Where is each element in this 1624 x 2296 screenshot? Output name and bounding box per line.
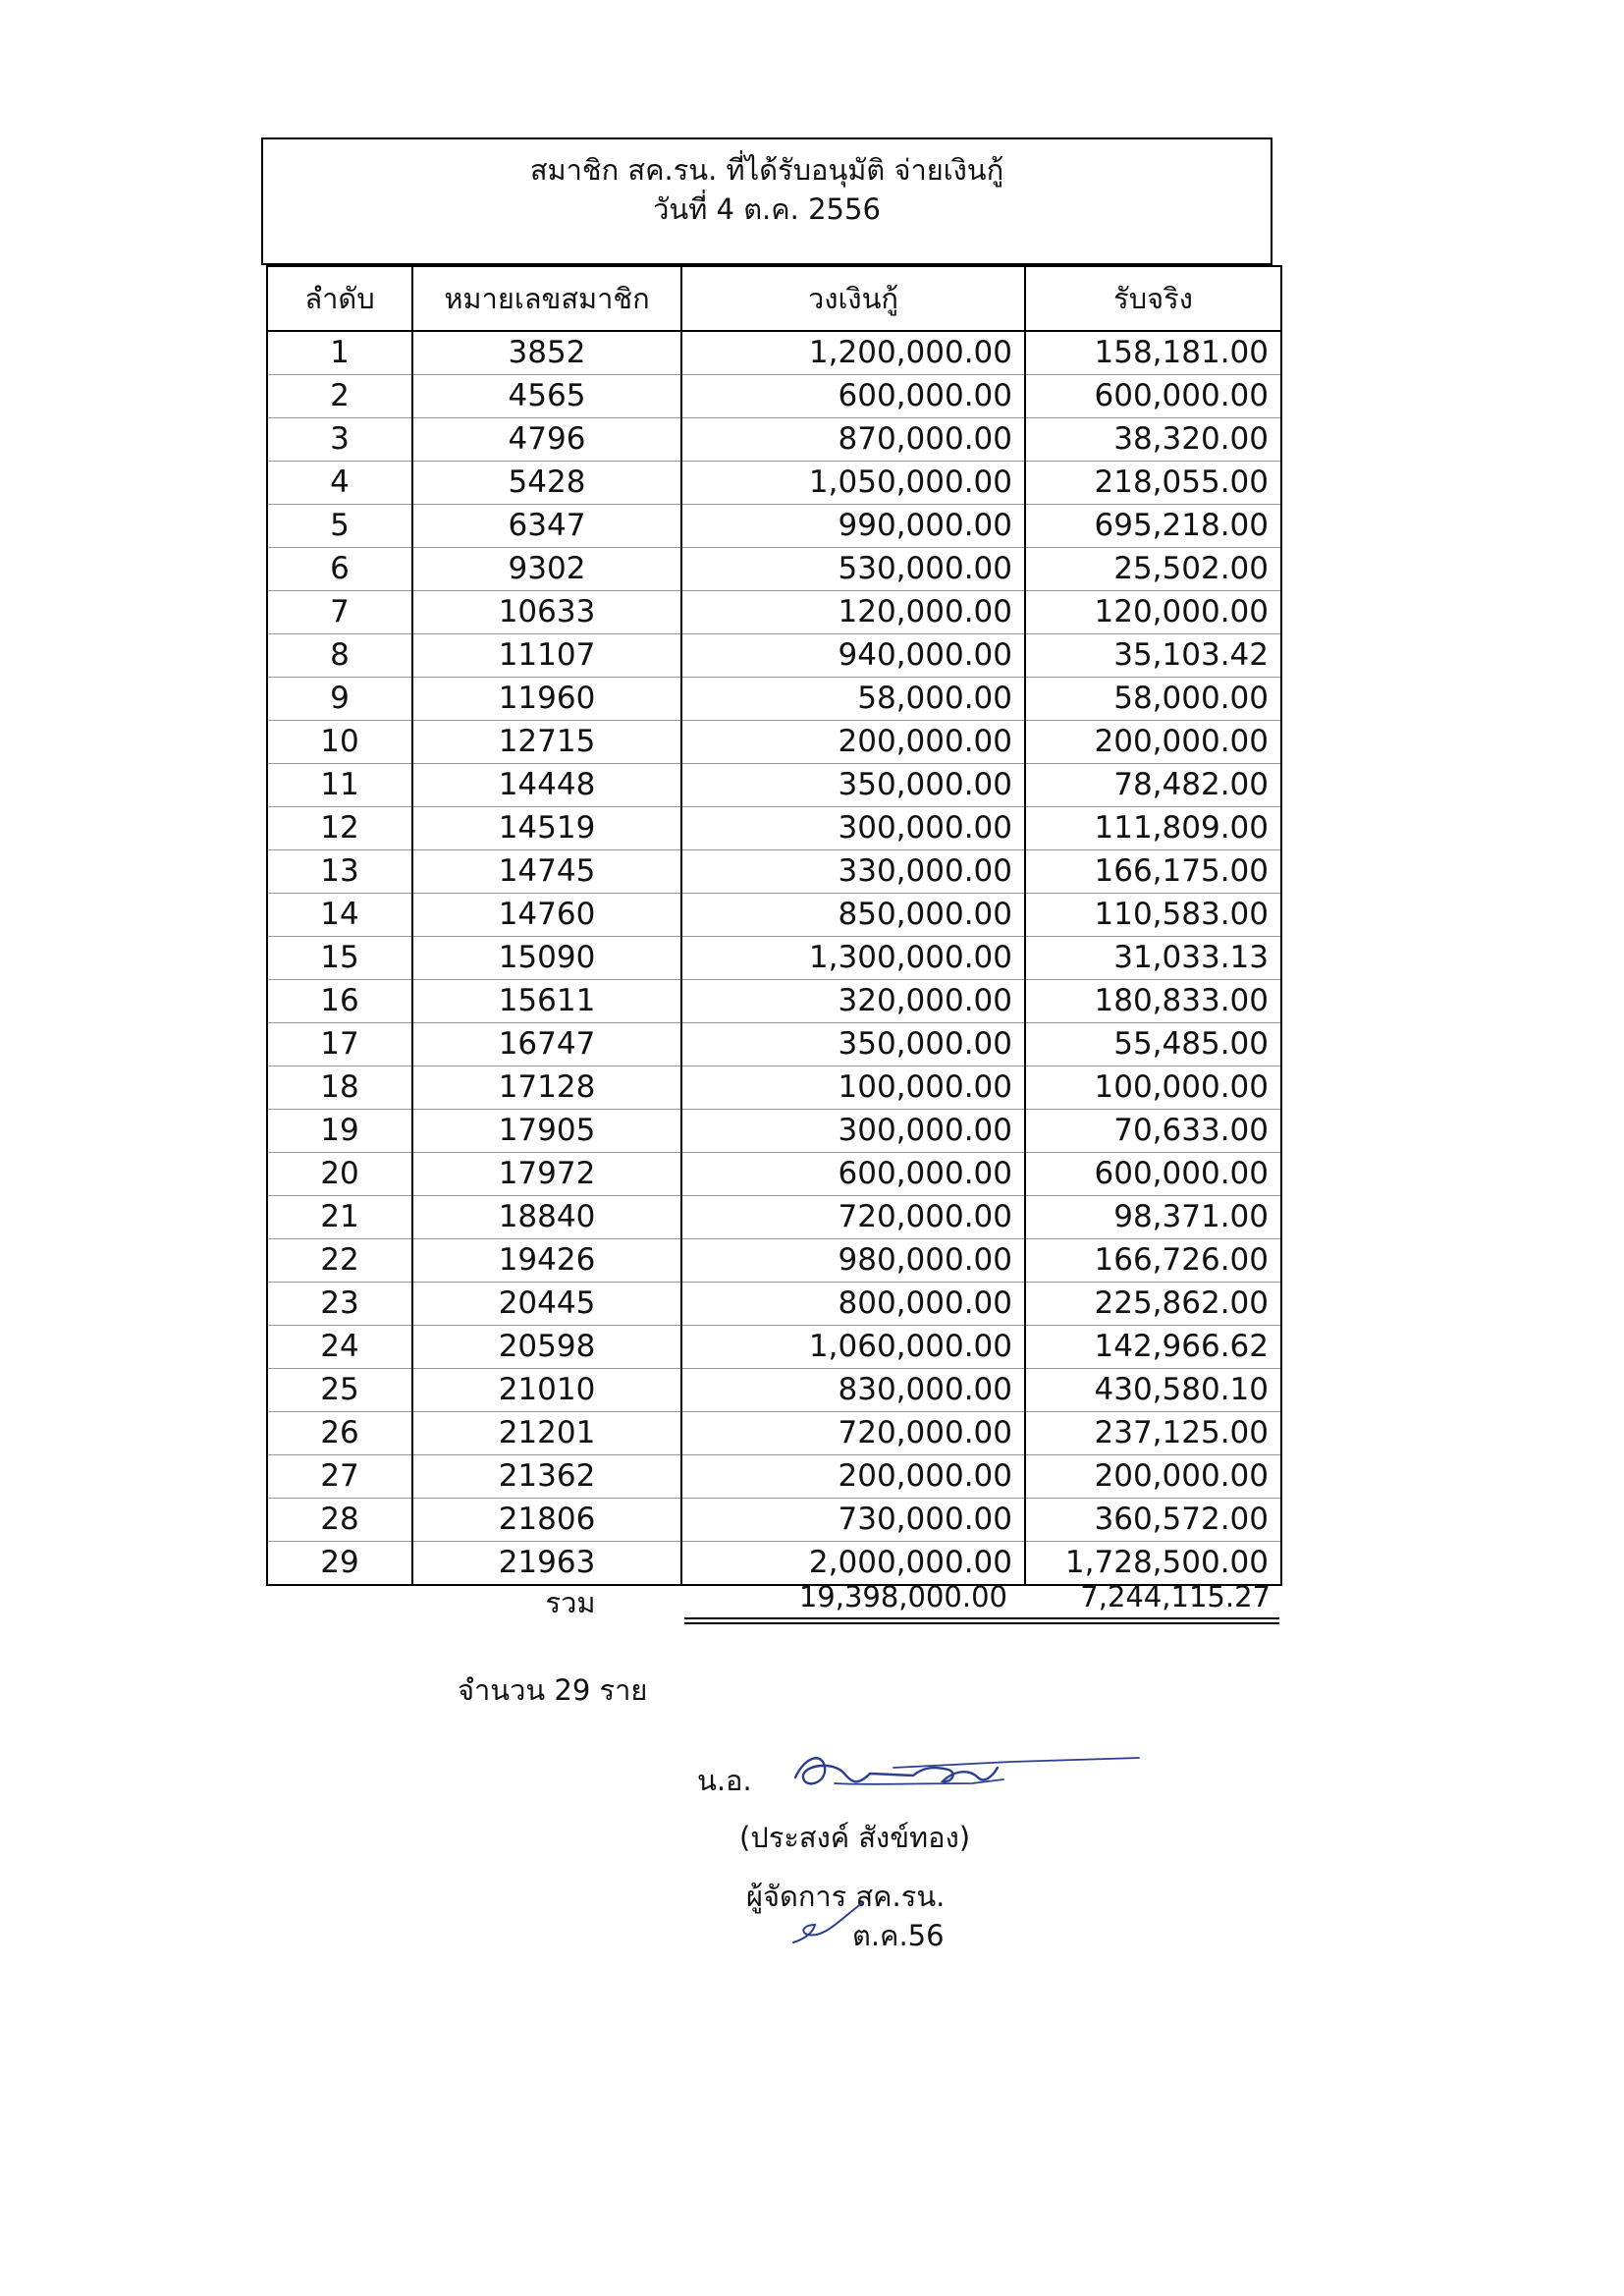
cell-loan-amount: 200,000.00 <box>681 1455 1025 1499</box>
cell-received: 98,371.00 <box>1025 1196 1281 1239</box>
cell-loan-amount: 720,000.00 <box>681 1196 1025 1239</box>
cell-order: 2 <box>267 375 412 418</box>
cell-received: 430,580.10 <box>1025 1369 1281 1412</box>
cell-loan-amount: 1,050,000.00 <box>681 462 1025 505</box>
cell-order: 25 <box>267 1369 412 1412</box>
table-row <box>267 462 1281 505</box>
cell-order: 12 <box>267 807 412 850</box>
cell-order: 4 <box>267 462 412 505</box>
cell-received: 166,175.00 <box>1025 850 1281 894</box>
signature-rank: น.อ. <box>697 1764 752 1797</box>
cell-loan-amount: 830,000.00 <box>681 1369 1025 1412</box>
col-header-member-id: หมายเลขสมาชิก <box>412 266 681 331</box>
cell-order: 29 <box>267 1542 412 1586</box>
cell-member-id: 11960 <box>412 678 681 721</box>
cell-member-id: 14448 <box>412 764 681 807</box>
cell-member-id: 16747 <box>412 1023 681 1066</box>
table-row <box>267 1283 1281 1326</box>
cell-member-id: 14760 <box>412 894 681 937</box>
cell-member-id: 15090 <box>412 937 681 980</box>
cell-received: 25,502.00 <box>1025 548 1281 591</box>
cell-member-id: 20445 <box>412 1283 681 1326</box>
cell-received: 120,000.00 <box>1025 591 1281 634</box>
col-header-order: ลำดับ <box>267 266 412 331</box>
cell-received: 166,726.00 <box>1025 1239 1281 1283</box>
cell-member-id: 17972 <box>412 1153 681 1196</box>
table-row <box>267 1326 1281 1369</box>
cell-received: 225,862.00 <box>1025 1283 1281 1326</box>
cell-loan-amount: 800,000.00 <box>681 1283 1025 1326</box>
total-row <box>266 1578 1280 1621</box>
cell-order: 9 <box>267 678 412 721</box>
cell-loan-amount: 120,000.00 <box>681 591 1025 634</box>
cell-member-id: 14745 <box>412 850 681 894</box>
cell-loan-amount: 720,000.00 <box>681 1412 1025 1455</box>
cell-loan-amount: 1,200,000.00 <box>681 331 1025 375</box>
cell-member-id: 12715 <box>412 721 681 764</box>
cell-received: 100,000.00 <box>1025 1066 1281 1110</box>
table-row <box>267 1412 1281 1455</box>
cell-order: 8 <box>267 634 412 678</box>
cell-loan-amount: 330,000.00 <box>681 850 1025 894</box>
cell-member-id: 21806 <box>412 1499 681 1542</box>
table-row <box>267 1499 1281 1542</box>
cell-received: 111,809.00 <box>1025 807 1281 850</box>
cell-member-id: 6347 <box>412 505 681 548</box>
cell-order: 20 <box>267 1153 412 1196</box>
table-header-row <box>267 266 1281 331</box>
cell-loan-amount: 2,000,000.00 <box>681 1542 1025 1586</box>
table-row <box>267 937 1281 980</box>
total-label: รวม <box>545 1586 596 1619</box>
cell-order: 26 <box>267 1412 412 1455</box>
cell-order: 6 <box>267 548 412 591</box>
cell-order: 23 <box>267 1283 412 1326</box>
cell-loan-amount: 350,000.00 <box>681 1023 1025 1066</box>
cell-loan-amount: 850,000.00 <box>681 894 1025 937</box>
cell-loan-amount: 320,000.00 <box>681 980 1025 1023</box>
cell-received: 58,000.00 <box>1025 678 1281 721</box>
cell-order: 21 <box>267 1196 412 1239</box>
cell-loan-amount: 300,000.00 <box>681 1110 1025 1153</box>
cell-order: 7 <box>267 591 412 634</box>
cell-order: 10 <box>267 721 412 764</box>
table-row <box>267 634 1281 678</box>
table-row <box>267 764 1281 807</box>
cell-order: 1 <box>267 331 412 375</box>
title-line-2: วันที่ 4 ต.ค. 2556 <box>653 192 881 226</box>
cell-order: 15 <box>267 937 412 980</box>
cell-received: 360,572.00 <box>1025 1499 1281 1542</box>
cell-member-id: 17128 <box>412 1066 681 1110</box>
cell-received: 1,728,500.00 <box>1025 1542 1281 1586</box>
cell-order: 11 <box>267 764 412 807</box>
cell-order: 14 <box>267 894 412 937</box>
cell-loan-amount: 870,000.00 <box>681 418 1025 462</box>
cell-loan-amount: 300,000.00 <box>681 807 1025 850</box>
cell-loan-amount: 530,000.00 <box>681 548 1025 591</box>
cell-member-id: 5428 <box>412 462 681 505</box>
table-row <box>267 1066 1281 1110</box>
cell-received: 78,482.00 <box>1025 764 1281 807</box>
cell-member-id: 15611 <box>412 980 681 1023</box>
cell-member-id: 14519 <box>412 807 681 850</box>
cell-received: 600,000.00 <box>1025 1153 1281 1196</box>
cell-received: 180,833.00 <box>1025 980 1281 1023</box>
cell-loan-amount: 58,000.00 <box>681 678 1025 721</box>
cell-member-id: 20598 <box>412 1326 681 1369</box>
table-row <box>267 591 1281 634</box>
cell-loan-amount: 730,000.00 <box>681 1499 1025 1542</box>
cell-loan-amount: 1,300,000.00 <box>681 937 1025 980</box>
table-row <box>267 1455 1281 1499</box>
cell-order: 18 <box>267 1066 412 1110</box>
handwritten-signature <box>776 1738 1149 1807</box>
cell-received: 218,055.00 <box>1025 462 1281 505</box>
cell-member-id: 19426 <box>412 1239 681 1283</box>
signer-position: ผู้จัดการ สค.รน. <box>746 1880 946 1913</box>
total-loan-amount: 19,398,000.00 <box>798 1580 1007 1613</box>
cell-received: 31,033.13 <box>1025 937 1281 980</box>
cell-member-id: 21010 <box>412 1369 681 1412</box>
col-header-received: รับจริง <box>1025 266 1281 331</box>
cell-order: 24 <box>267 1326 412 1369</box>
cell-order: 5 <box>267 505 412 548</box>
cell-received: 200,000.00 <box>1025 1455 1281 1499</box>
table-row <box>267 1110 1281 1153</box>
cell-member-id: 11107 <box>412 634 681 678</box>
title-line-1: สมาชิก สค.รน. ที่ได้รับอนุมัติ จ่ายเงินกู้ <box>529 153 1004 187</box>
cell-received: 35,103.42 <box>1025 634 1281 678</box>
cell-member-id: 9302 <box>412 548 681 591</box>
table-row <box>267 721 1281 764</box>
table-body <box>267 331 1281 1585</box>
cell-loan-amount: 940,000.00 <box>681 634 1025 678</box>
cell-order: 28 <box>267 1499 412 1542</box>
table-row <box>267 375 1281 418</box>
table-row <box>267 678 1281 721</box>
cell-received: 200,000.00 <box>1025 721 1281 764</box>
cell-loan-amount: 1,060,000.00 <box>681 1326 1025 1369</box>
date-text: ต.ค.56 <box>852 1919 945 1952</box>
cell-order: 16 <box>267 980 412 1023</box>
cell-order: 3 <box>267 418 412 462</box>
cell-received: 70,633.00 <box>1025 1110 1281 1153</box>
cell-order: 22 <box>267 1239 412 1283</box>
double-underline <box>684 1617 1279 1624</box>
table-row <box>267 1153 1281 1196</box>
cell-member-id: 21201 <box>412 1412 681 1455</box>
cell-loan-amount: 350,000.00 <box>681 764 1025 807</box>
table-row <box>267 1239 1281 1283</box>
cell-received: 237,125.00 <box>1025 1412 1281 1455</box>
cell-received: 695,218.00 <box>1025 505 1281 548</box>
cell-loan-amount: 990,000.00 <box>681 505 1025 548</box>
table-row <box>267 807 1281 850</box>
cell-member-id: 21362 <box>412 1455 681 1499</box>
col-header-loan-amount: วงเงินกู้ <box>681 266 1025 331</box>
cell-member-id: 18840 <box>412 1196 681 1239</box>
table-row <box>267 548 1281 591</box>
total-received-amount: 7,244,115.27 <box>1080 1580 1271 1613</box>
table-row <box>267 1023 1281 1066</box>
loan-table <box>266 265 1282 1586</box>
cell-order: 13 <box>267 850 412 894</box>
cell-received: 600,000.00 <box>1025 375 1281 418</box>
cell-order: 17 <box>267 1023 412 1066</box>
cell-loan-amount: 100,000.00 <box>681 1066 1025 1110</box>
table-row <box>267 850 1281 894</box>
table-row <box>267 1196 1281 1239</box>
table-row <box>267 331 1281 375</box>
member-count: จำนวน 29 ราย <box>458 1673 648 1707</box>
cell-received: 38,320.00 <box>1025 418 1281 462</box>
cell-loan-amount: 980,000.00 <box>681 1239 1025 1283</box>
table-row <box>267 980 1281 1023</box>
cell-order: 27 <box>267 1455 412 1499</box>
table-row <box>267 1369 1281 1412</box>
cell-order: 19 <box>267 1110 412 1153</box>
cell-member-id: 4565 <box>412 375 681 418</box>
cell-member-id: 4796 <box>412 418 681 462</box>
cell-received: 110,583.00 <box>1025 894 1281 937</box>
title-box <box>261 137 1272 265</box>
cell-loan-amount: 200,000.00 <box>681 721 1025 764</box>
table-row <box>267 894 1281 937</box>
cell-loan-amount: 600,000.00 <box>681 1153 1025 1196</box>
cell-received: 142,966.62 <box>1025 1326 1281 1369</box>
cell-member-id: 3852 <box>412 331 681 375</box>
cell-received: 55,485.00 <box>1025 1023 1281 1066</box>
table-row <box>267 505 1281 548</box>
cell-received: 158,181.00 <box>1025 331 1281 375</box>
table-row <box>267 418 1281 462</box>
cell-loan-amount: 600,000.00 <box>681 375 1025 418</box>
cell-member-id: 21963 <box>412 1542 681 1586</box>
cell-member-id: 17905 <box>412 1110 681 1153</box>
signer-name: (ประสงค์ สังข์ทอง) <box>739 1821 971 1854</box>
cell-member-id: 10633 <box>412 591 681 634</box>
signature-block <box>687 1738 1178 1954</box>
